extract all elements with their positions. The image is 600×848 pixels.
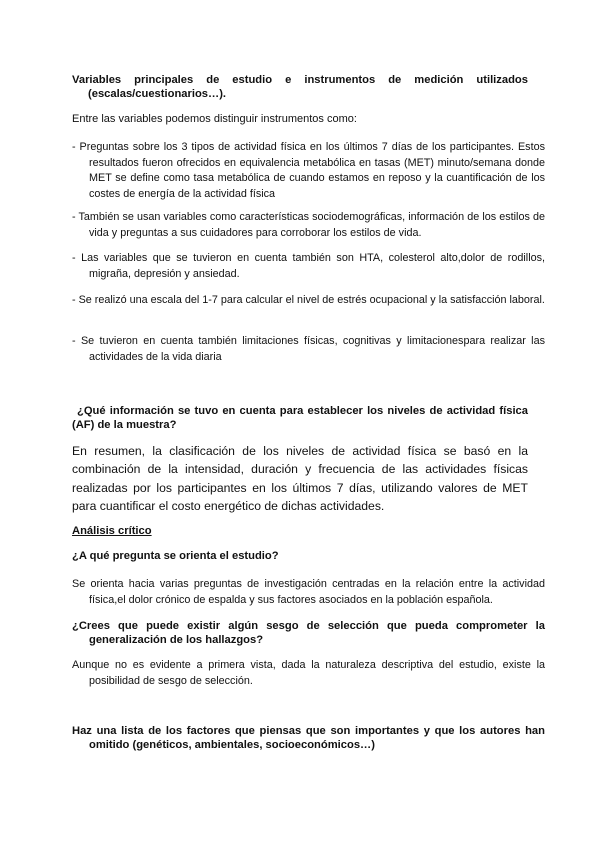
bullet-item-conditions: - Las variables que se tuvieron en cuenta también son HTA, colesterol alto,dolor de rodillos, migraña, depresión y ansiedad. xyxy=(72,252,545,280)
bullet-item-limitations: - Se tuvieron en cuenta también limitaciones físicas, cognitivas y limitacionespara realizar las actividades de la vida diaria xyxy=(72,335,545,363)
intro-paragraph: Entre las variables podemos distinguir instrumentos como: xyxy=(72,113,357,125)
question-selection-bias: ¿Crees que puede existir algún sesgo de selección que pueda comprometer la generalización de los hallazgos? xyxy=(72,620,545,646)
critical-analysis-heading: Análisis crítico xyxy=(72,525,152,537)
heading-line-2: (escalas/cuestionarios…). xyxy=(88,88,227,100)
bullet-item-met: - Preguntas sobre los 3 tipos de actividad física en los últimos 7 días de los participantes. Estos resultados fueron ofrecidos en equivalencia metabólica en tasas (MET) minuto/semana donde MET se define como tasa metabólica de cuando estamos en reposo y la cuantificación de los costes de energía de la actividad física xyxy=(72,141,545,200)
bullet-item-sociodemographic: - También se usan variables como características sociodemográficas, información de los estilos de vida y preguntas a sus cuidadores para corroborar los estilos de vida. xyxy=(72,211,545,239)
activity-levels-summary: En resumen, la clasificación de los niveles de actividad física se basó en la combinación de la intensidad, duración y frecuencia de las actividades físicas realizadas por los participantes en los últimos 7 días, utilizando valores de MET para cuantificar el costo energético de dichas actividades. xyxy=(72,444,528,514)
question-study-orientation: ¿A qué pregunta se orienta el estudio? xyxy=(72,550,279,562)
section-heading-variables xyxy=(72,73,528,101)
answer-study-orientation: Se orienta hacia varias preguntas de investigación centradas en la relación entre la actividad física,el dolor crónico de espalda y sus factores asociados en la población española. xyxy=(72,578,545,606)
answer-selection-bias: Aunque no es evidente a primera vista, dada la naturaleza descriptiva del estudio, existe la posibilidad de sesgo de selección. xyxy=(72,659,545,687)
question-omitted-factors: Haz una lista de los factores que piensas que son importantes y que los autores han omitido (genéticos, ambientales, socioeconómicos…) xyxy=(72,725,545,751)
bullet-item-stress-scale: - Se realizó una escala del 1-7 para calcular el nivel de estrés ocupacional y la satisfacción laboral. xyxy=(72,294,545,306)
heading-line-1: Variables principales de estudio e instrumentos de medición utilizados xyxy=(72,74,528,86)
section-heading-activity-levels: ¿Qué información se tuvo en cuenta para establecer los niveles de actividad física (AF) de la muestra? xyxy=(72,405,528,431)
